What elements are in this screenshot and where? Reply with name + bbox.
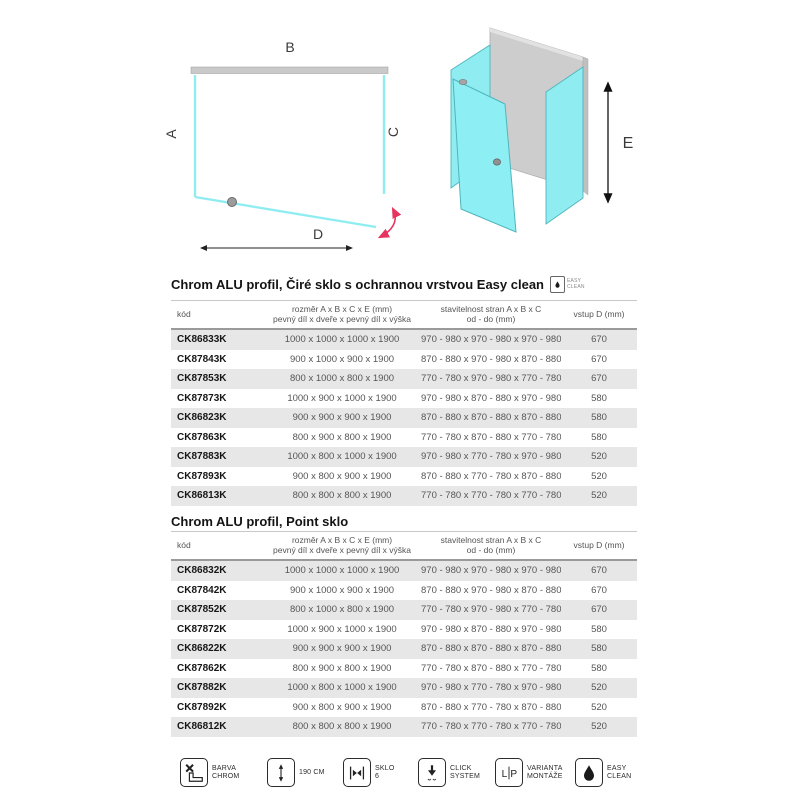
product-code: CK87842K	[177, 584, 227, 596]
product-code: CK86822K	[177, 643, 227, 655]
click-system-icon	[418, 758, 446, 787]
svg-text:L: L	[501, 768, 508, 780]
dimensions: 900 x 1000 x 900 x 1900	[289, 584, 395, 596]
easy-clean-badge	[550, 276, 585, 293]
table-header-row	[171, 532, 637, 561]
table-row	[171, 369, 637, 389]
adjustability-range: 770 - 780 x 870 - 880 x 770 - 780	[421, 662, 561, 674]
dimensions: 1000 x 800 x 1000 x 1900	[287, 682, 397, 694]
dimensions: 800 x 800 x 800 x 1900	[292, 490, 392, 502]
table-row	[171, 639, 637, 659]
dimensions: 800 x 800 x 800 x 1900	[292, 721, 392, 733]
dimensions: 900 x 800 x 900 x 1900	[292, 470, 392, 482]
legend-label: EASY CLEAN	[607, 764, 632, 780]
top-view-diagram	[155, 18, 445, 263]
entry-width: 670	[591, 584, 607, 596]
dimensions: 900 x 900 x 900 x 1900	[292, 412, 392, 424]
product-code: CK86833K	[177, 334, 227, 346]
adjustability-range: 870 - 880 x 970 - 980 x 870 - 880	[421, 353, 561, 365]
dimension-label-b: B	[285, 39, 295, 55]
table-row	[171, 560, 637, 581]
easy-clean-drop-icon	[550, 276, 565, 293]
table-row	[171, 447, 637, 467]
entry-width: 520	[591, 721, 607, 733]
header-code: kód	[171, 301, 263, 330]
table-row	[171, 486, 637, 506]
table-row	[171, 620, 637, 640]
header-adjustability: stavitelnost stran A x B x C od - do (mm)	[421, 301, 561, 330]
adjustability-range: 870 - 880 x 870 - 880 x 870 - 880	[421, 412, 561, 424]
dimensions: 1000 x 900 x 1000 x 1900	[287, 623, 397, 635]
dimensions: 1000 x 1000 x 1000 x 1900	[284, 565, 400, 577]
entry-width: 580	[591, 431, 607, 443]
dimensions: 900 x 1000 x 900 x 1900	[289, 353, 395, 365]
dimensions: 900 x 800 x 900 x 1900	[292, 701, 392, 713]
entry-width: 520	[591, 490, 607, 502]
entry-width: 520	[591, 701, 607, 713]
dimension-label-a: A	[163, 129, 179, 139]
table-row	[171, 659, 637, 679]
legend-label: VARIANTA MONTÁŽE	[527, 764, 563, 780]
product-code: CK86813K	[177, 490, 227, 502]
product-code: CK87893K	[177, 470, 227, 482]
legend-item-click	[418, 758, 480, 787]
product-code: CK86832K	[177, 565, 227, 577]
legend-item-height	[267, 758, 325, 787]
wall-profile-bar	[191, 67, 388, 74]
back-wall-side-edge	[583, 57, 588, 195]
legend-label: BARVA CHROM	[212, 764, 240, 780]
table-row	[171, 467, 637, 487]
adjustability-range: 970 - 980 x 870 - 880 x 970 - 980	[421, 392, 561, 404]
dimension-label-e: E	[622, 135, 634, 152]
door-hinge	[459, 79, 467, 84]
entry-width: 580	[591, 643, 607, 655]
entry-width: 670	[591, 353, 607, 365]
entry-width: 580	[591, 623, 607, 635]
adjustability-range: 970 - 980 x 970 - 980 x 970 - 980	[421, 565, 561, 577]
easy-clean-badge-text: EASY CLEAN	[567, 278, 585, 290]
dimension-label-c: C	[385, 126, 401, 138]
product-code: CK87882K	[177, 682, 227, 694]
glass-thickness-icon	[343, 758, 371, 787]
header-code: kód	[171, 532, 263, 561]
entry-width: 670	[591, 604, 607, 616]
table-row	[171, 389, 637, 409]
header-entry: vstup D (mm)	[561, 301, 637, 330]
pivot-door	[195, 197, 376, 227]
adjustability-range: 770 - 780 x 970 - 980 x 770 - 780	[421, 604, 561, 616]
perspective-diagram	[430, 10, 650, 260]
dimensions: 1000 x 900 x 1000 x 1900	[287, 392, 397, 404]
product-code: CK87892K	[177, 701, 227, 713]
table-row	[171, 408, 637, 428]
table-row	[171, 717, 637, 737]
door-handle	[493, 159, 500, 165]
adjustability-range: 970 - 980 x 770 - 780 x 970 - 980	[421, 451, 561, 463]
entry-width: 580	[591, 412, 607, 424]
table-row	[171, 581, 637, 601]
section-title-text: Chrom ALU profil, Point sklo	[171, 514, 349, 529]
chrome-profile-icon	[180, 758, 208, 787]
table-row	[171, 350, 637, 370]
product-code: CK87852K	[177, 604, 227, 616]
header-size: rozměr A x B x C x E (mm) pevný díl x dveře x pevný díl x výška	[263, 532, 421, 561]
dimensions: 800 x 900 x 800 x 1900	[292, 431, 392, 443]
entry-width: 520	[591, 682, 607, 694]
legend-item-glass	[343, 758, 394, 787]
entry-width: 520	[591, 451, 607, 463]
adjustability-range: 870 - 880 x 770 - 780 x 870 - 880	[421, 701, 561, 713]
mount-variant-icon	[495, 758, 523, 787]
adjustability-range: 770 - 780 x 770 - 780 x 770 - 780	[421, 490, 561, 502]
dimensions: 1000 x 1000 x 1000 x 1900	[284, 334, 400, 346]
adjustability-range: 970 - 980 x 770 - 780 x 970 - 980	[421, 682, 561, 694]
entry-width: 670	[591, 373, 607, 385]
product-code: CK87863K	[177, 431, 227, 443]
product-code: CK87873K	[177, 392, 227, 404]
dimensions: 800 x 1000 x 800 x 1900	[289, 373, 395, 385]
door-swing-arrow	[380, 209, 395, 237]
right-fixed-glass	[546, 67, 583, 224]
legend-label: 190 CM	[299, 768, 325, 776]
legend-item-color	[180, 758, 239, 787]
dimensions: 800 x 1000 x 800 x 1900	[289, 604, 395, 616]
adjustability-range: 770 - 780 x 970 - 980 x 770 - 780	[421, 373, 561, 385]
entry-width: 580	[591, 392, 607, 404]
product-code: CK87872K	[177, 623, 227, 635]
product-code: CK87862K	[177, 662, 227, 674]
adjustability-range: 870 - 880 x 770 - 780 x 870 - 880	[421, 470, 561, 482]
spec-table-easy-clean	[171, 300, 637, 506]
table-row	[171, 428, 637, 448]
entry-width: 580	[591, 662, 607, 674]
door-handle	[228, 198, 237, 207]
height-icon	[267, 758, 295, 787]
adjustability-range: 770 - 780 x 770 - 780 x 770 - 780	[421, 721, 561, 733]
legend-item-easy-clean	[575, 758, 631, 787]
adjustability-range: 970 - 980 x 970 - 980 x 970 - 980	[421, 334, 561, 346]
header-adjustability: stavitelnost stran A x B x C od - do (mm)	[421, 532, 561, 561]
section-title-point	[171, 514, 641, 530]
easy-clean-icon	[575, 758, 603, 787]
product-code: CK87853K	[177, 373, 227, 385]
section-title-text: Chrom ALU profil, Čiré sklo s ochrannou vrstvou Easy clean	[171, 276, 544, 292]
adjustability-range: 870 - 880 x 870 - 880 x 870 - 880	[421, 643, 561, 655]
legend-item-mount-variant	[495, 758, 563, 787]
dimensions: 800 x 900 x 800 x 1900	[292, 662, 392, 674]
dimensions: 900 x 900 x 900 x 1900	[292, 643, 392, 655]
entry-width: 670	[591, 565, 607, 577]
legend-label: CLICK SYSTEM	[450, 764, 480, 780]
entry-width: 520	[591, 470, 607, 482]
section-title-easy-clean	[171, 276, 641, 293]
entry-width: 670	[591, 334, 607, 346]
table-row	[171, 678, 637, 698]
legend-label: SKLO 6	[375, 764, 395, 780]
svg-text:P: P	[510, 768, 518, 780]
adjustability-range: 970 - 980 x 870 - 880 x 970 - 980	[421, 623, 561, 635]
header-entry: vstup D (mm)	[561, 532, 637, 561]
table-row	[171, 698, 637, 718]
adjustability-range: 870 - 880 x 970 - 980 x 870 - 880	[421, 584, 561, 596]
product-code: CK86812K	[177, 721, 227, 733]
table-header-row	[171, 301, 637, 330]
dimensions: 1000 x 800 x 1000 x 1900	[287, 451, 397, 463]
product-code: CK86823K	[177, 412, 227, 424]
dimension-label-d: D	[312, 226, 324, 242]
spec-table-point	[171, 531, 637, 737]
header-size: rozměr A x B x C x E (mm) pevný díl x dveře x pevný díl x výška	[263, 301, 421, 330]
adjustability-range: 770 - 780 x 870 - 880 x 770 - 780	[421, 431, 561, 443]
product-code: CK87843K	[177, 353, 227, 365]
product-code: CK87883K	[177, 451, 227, 463]
table-row	[171, 329, 637, 350]
table-row	[171, 600, 637, 620]
